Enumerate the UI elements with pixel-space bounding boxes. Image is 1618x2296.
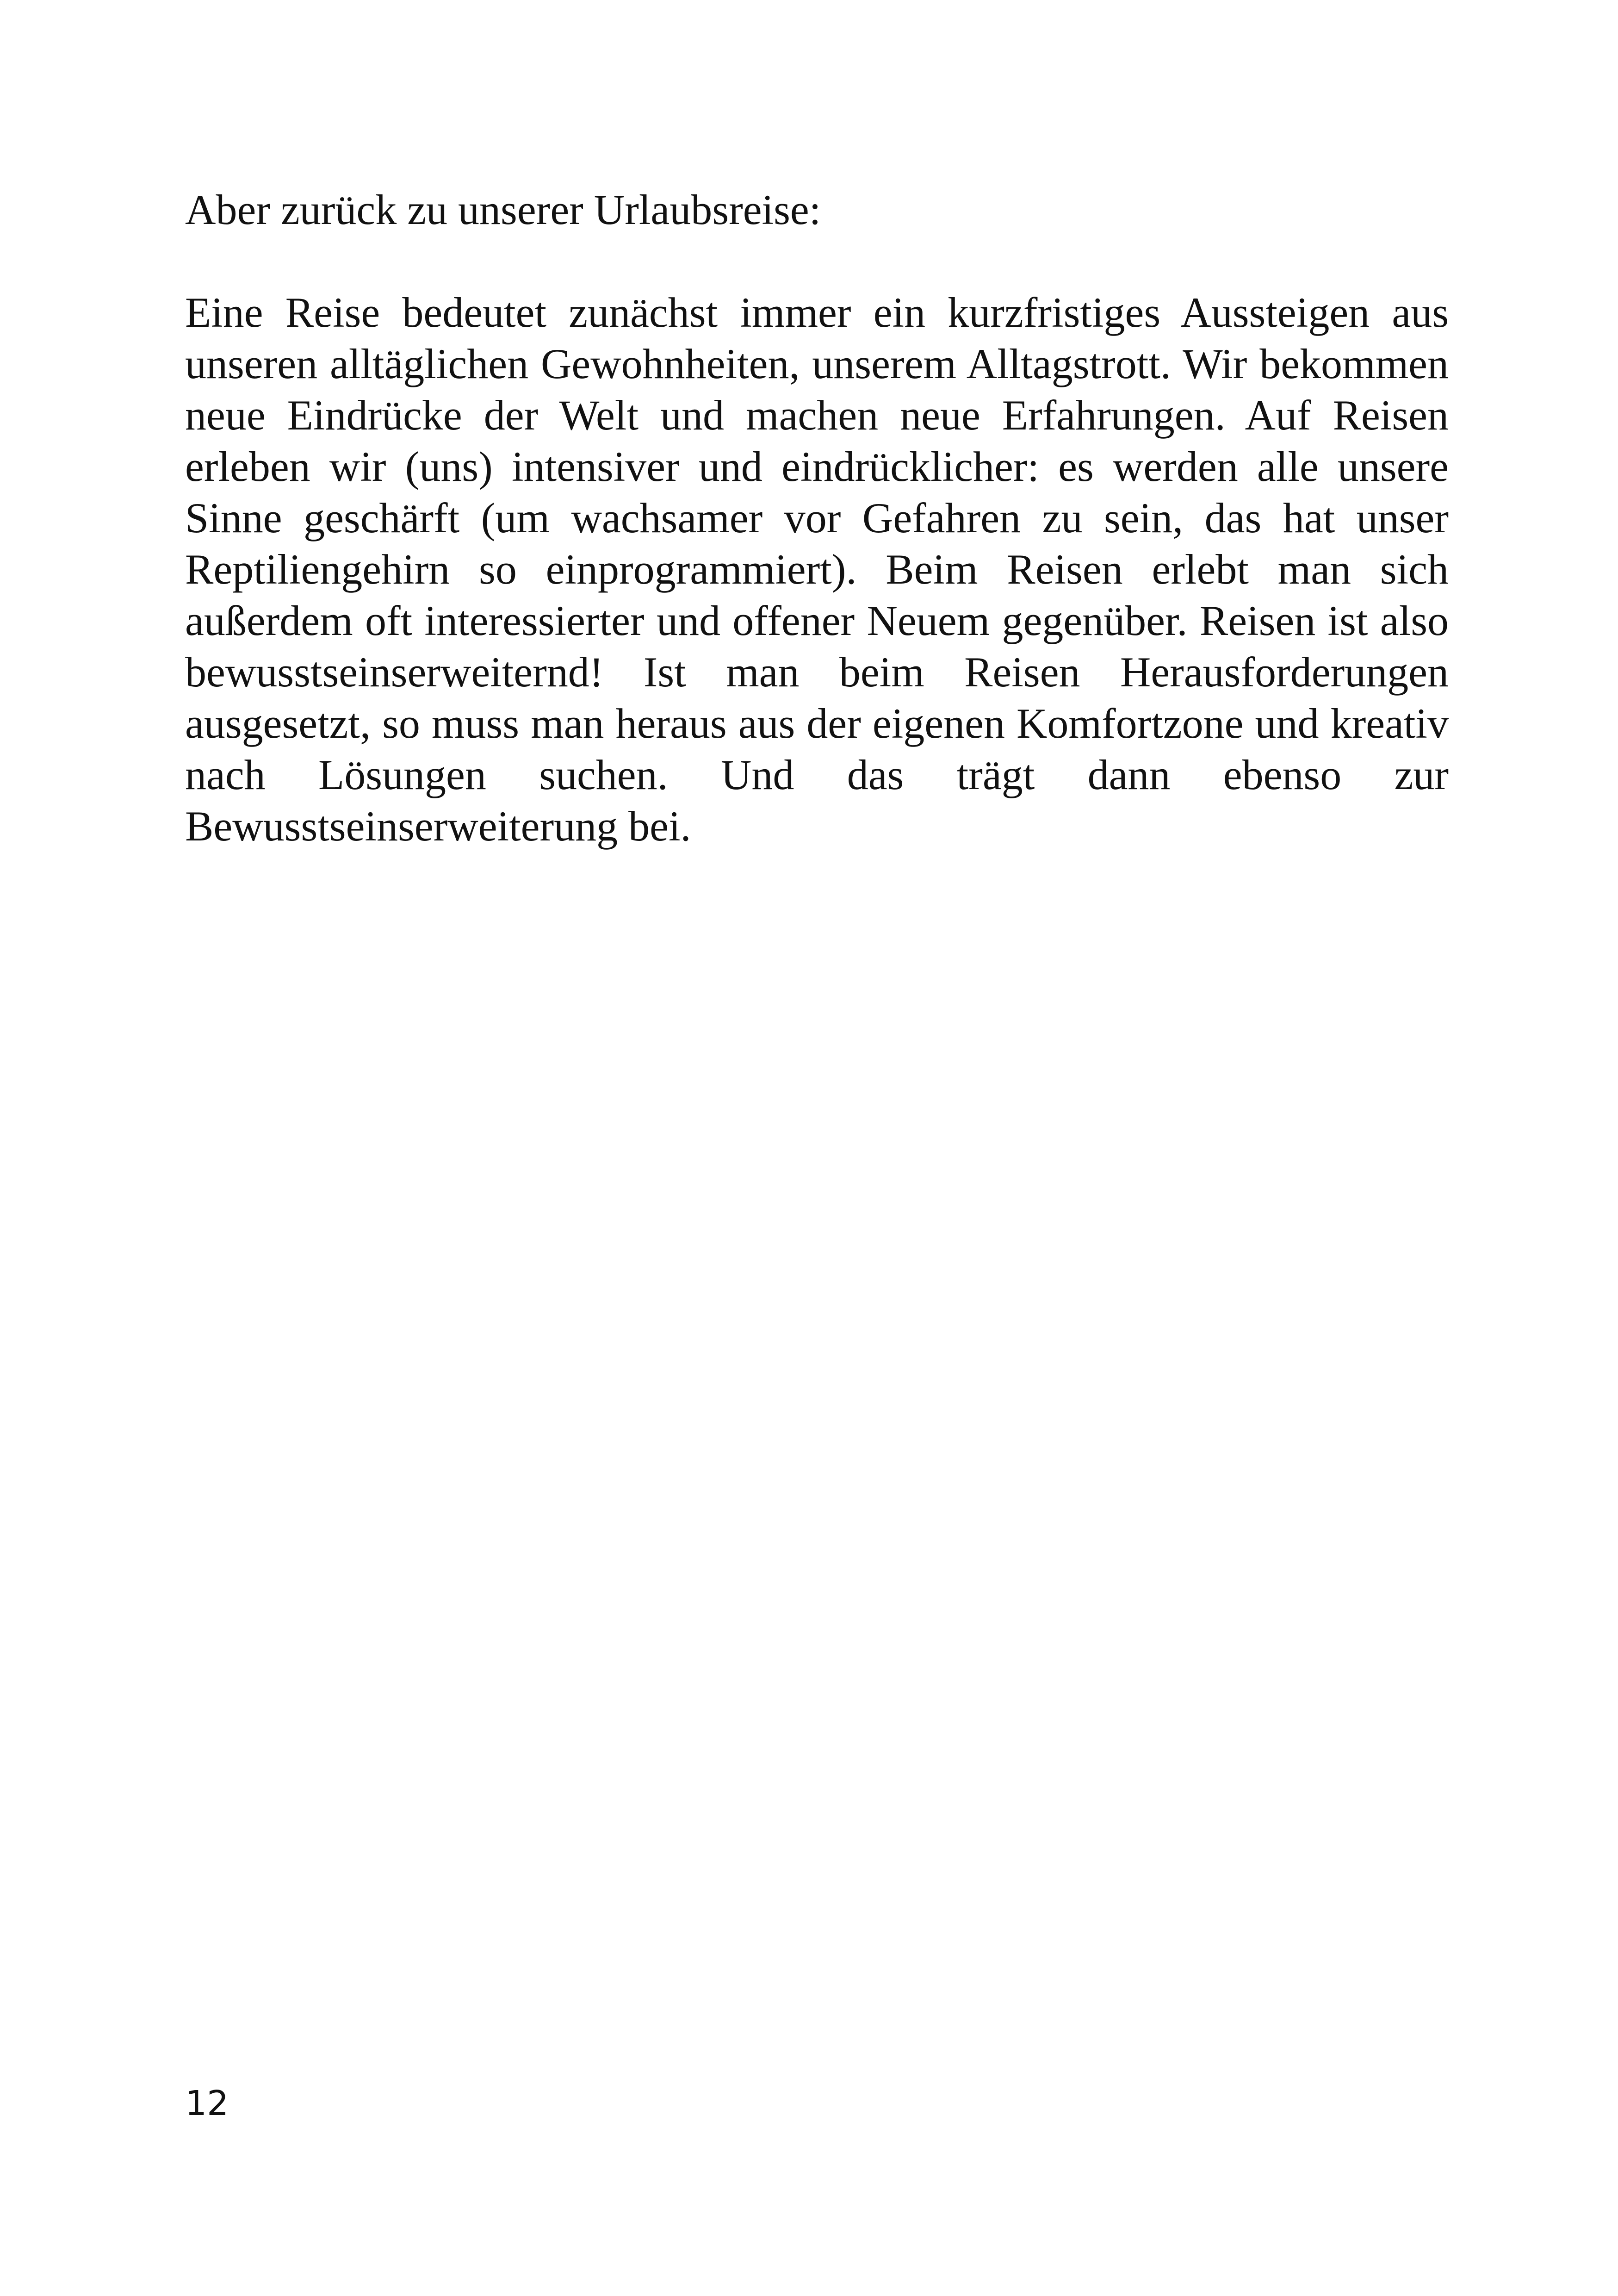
body-paragraph: Eine Reise bedeutet zunächst immer ein kurzfristiges Aussteigen aus unseren alltäglichen Gewohnheiten, unserem Alltagstrott. Wir bekommen neue Eindrücke der Welt und machen neue Erfahrungen. Auf Reisen erleben wir (uns) intensiver und eindrücklicher: es werden alle unsere Sinne geschärft (um wachsamer vor Gefahren zu sein, das hat unser Reptiliengehirn so einprogrammiert). Beim Reisen erlebt man sich außerdem oft interessierter und offener Neuem gegenüber. Reisen ist also bewusstseinserweiternd! Ist man beim Reisen Herausforderungen ausgesetzt, so muss man heraus aus der eigenen Komfortzone und kreativ nach Lösungen suchen. Und das trägt dann ebenso zur Bewusstseinserweiterung bei.: [185, 289, 1449, 850]
page-body: [185, 184, 1449, 852]
intro-line: Aber zurück zu unserer Urlaubsreise:: [185, 186, 821, 233]
page-number: 12: [185, 2084, 229, 2123]
